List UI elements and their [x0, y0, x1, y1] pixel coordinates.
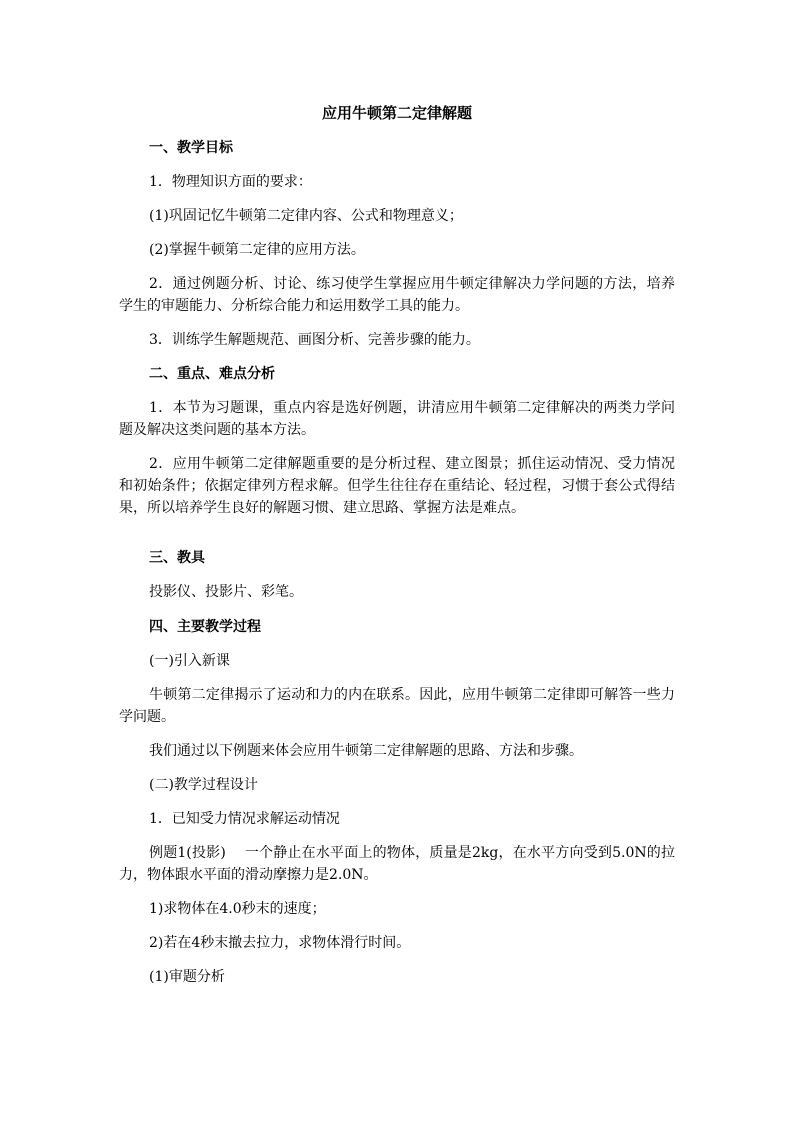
paragraph: 1)求物体在4.0秒末的速度； — [149, 901, 326, 917]
paragraph: (2)掌握牛顿第二定律的应用方法。 — [149, 242, 365, 258]
paragraph: (一)引入新课 — [149, 653, 230, 669]
heading-teaching-objectives: 一、教学目标 — [149, 140, 233, 156]
heading-main-teaching-process: 四、主要教学过程 — [149, 619, 261, 635]
paragraph: 投影仪、投影片、彩笔。 — [149, 584, 303, 600]
paragraph: 我们通过以下例题来体会应用牛顿第二定律解题的思路、方法和步骤。 — [149, 743, 583, 759]
paragraph: 牛顿第二定律揭示了运动和力的内在联系。因此，应用牛顿第二定律即可解答一些力学问题。 — [119, 687, 675, 725]
document-title: 应用牛顿第二定律解题 — [321, 104, 472, 122]
paragraph: 2．通过例题分析、讨论、练习使学生掌握应用牛顿定律解决力学问题的方法，培养学生的审题能力、分析综合能力和运用数学工具的能力。 — [119, 276, 675, 314]
paragraph: (二)教学过程设计 — [149, 777, 258, 793]
paragraph: 1．本节为习题课，重点内容是选好例题，讲清应用牛顿第二定律解决的两类力学问题及解决这类问题的基本方法。 — [119, 400, 675, 438]
paragraph: 1．已知受力情况求解运动情况 — [149, 811, 340, 827]
paragraph: 例题1(投影) 一个静止在水平面上的物体，质量是2kg，在水平方向受到5.0N的拉力，物体跟水平面的滑动摩擦力是2.0N。 — [119, 845, 675, 883]
paragraph: 2)若在4秒末撤去拉力，求物体滑行时间。 — [149, 935, 411, 951]
paragraph: (1)审题分析 — [149, 969, 225, 985]
paragraph: 1．物理知识方面的要求： — [149, 174, 312, 190]
heading-teaching-aids: 三、教具 — [149, 550, 205, 566]
paragraph: (1)巩固记忆牛顿第二定律内容、公式和物理意义； — [149, 208, 463, 224]
heading-key-difficult-points: 二、重点、难点分析 — [149, 366, 275, 382]
paragraph: 3．训练学生解题规范、画图分析、完善步骤的能力。 — [149, 332, 480, 348]
paragraph: 2．应用牛顿第二定律解题重要的是分析过程、建立图景；抓住运动情况、受力情况和初始条件；依据定律列方程求解。但学生往往存在重结论、轻过程，习惯于套公式得结果，所以培养学生良好的解题习惯、建立思路、掌握方法是难点。 — [119, 456, 675, 516]
